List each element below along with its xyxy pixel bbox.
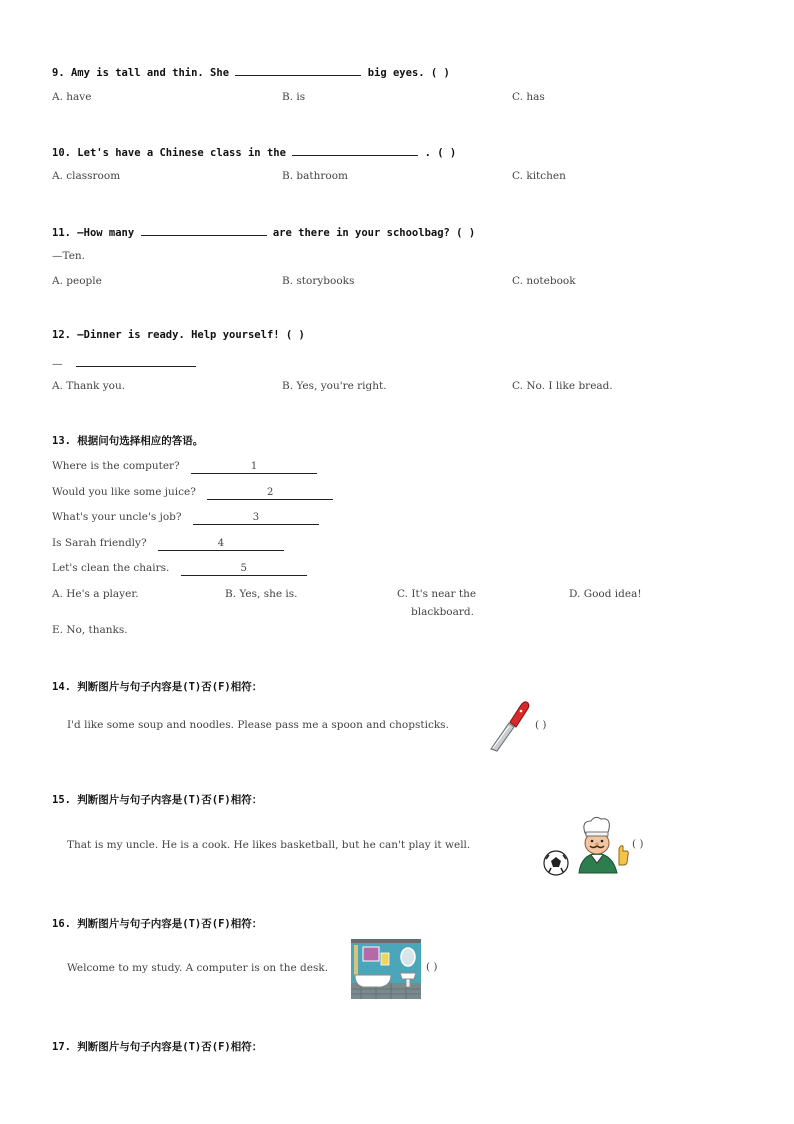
question-number: 10. bbox=[52, 147, 71, 159]
knife-image bbox=[487, 699, 531, 753]
match-blank[interactable]: 2 bbox=[207, 487, 333, 500]
option-b[interactable]: B. is bbox=[282, 91, 306, 103]
question-15-title: 15. 判断图片与句子内容是(T)否(F)相符： bbox=[52, 794, 263, 806]
option-c[interactable]: C. notebook bbox=[512, 275, 576, 287]
option-a[interactable]: A. Thank you. bbox=[52, 380, 126, 392]
question-text: —Dinner is ready. Help yourself! ( ) bbox=[77, 329, 305, 341]
option-a[interactable]: A. have bbox=[52, 91, 92, 103]
answer-blank[interactable] bbox=[235, 64, 361, 76]
bathroom-image bbox=[351, 939, 421, 999]
question-17-title: 17. 判断图片与句子内容是(T)否(F)相符： bbox=[52, 1041, 263, 1053]
chef-icon bbox=[541, 815, 631, 877]
answer-paren[interactable]: ( ) bbox=[426, 961, 438, 973]
question-16-title: 16. 判断图片与句子内容是(T)否(F)相符： bbox=[52, 918, 263, 930]
judge-sentence: I'd like some soup and noodles. Please pass me a spoon and chopsticks. bbox=[67, 719, 449, 731]
answer-c-continued: blackboard. bbox=[411, 606, 474, 618]
match-question-4 bbox=[52, 537, 284, 551]
answer-paren[interactable]: ( ) bbox=[535, 719, 547, 731]
match-question-text: Where is the computer? bbox=[52, 460, 180, 472]
option-c[interactable]: C. has bbox=[512, 91, 545, 103]
question-11 bbox=[52, 224, 475, 239]
match-question-1 bbox=[52, 460, 317, 474]
option-a[interactable]: A. classroom bbox=[52, 170, 121, 182]
match-blank[interactable]: 1 bbox=[191, 461, 317, 474]
option-c[interactable]: C. No. I like bread. bbox=[512, 380, 613, 392]
question-13-title: 13. 根据问句选择相应的答语。 bbox=[52, 435, 204, 447]
match-question-2 bbox=[52, 486, 333, 500]
option-b[interactable]: B. storybooks bbox=[282, 275, 355, 287]
judge-sentence: That is my uncle. He is a cook. He likes basketball, but he can't play it well. bbox=[67, 839, 471, 851]
match-question-text: Would you like some juice? bbox=[52, 486, 196, 498]
question-10 bbox=[52, 144, 456, 159]
match-question-text: Is Sarah friendly? bbox=[52, 537, 147, 549]
question-text-end: . ( ) bbox=[424, 147, 457, 159]
bathroom-icon bbox=[351, 939, 421, 999]
match-blank[interactable]: 5 bbox=[181, 563, 307, 576]
question-9 bbox=[52, 64, 450, 79]
chef-with-ball-image bbox=[541, 815, 631, 877]
match-question-3 bbox=[52, 511, 319, 525]
question-14-title: 14. 判断图片与句子内容是(T)否(F)相符： bbox=[52, 681, 263, 693]
question-number: 9. bbox=[52, 67, 65, 79]
match-blank[interactable]: 4 bbox=[158, 538, 284, 551]
answer-paren[interactable]: ( ) bbox=[632, 838, 644, 850]
question-number: 11. bbox=[52, 227, 71, 239]
answer-b[interactable]: B. Yes, she is. bbox=[225, 588, 298, 600]
question-text-end: big eyes. ( ) bbox=[367, 67, 450, 79]
dialogue-reply: —Ten. bbox=[52, 250, 86, 262]
match-question-text: What's your uncle's job? bbox=[52, 511, 182, 523]
answer-d[interactable]: D. Good idea! bbox=[569, 588, 642, 600]
reply-dash: — bbox=[52, 358, 63, 370]
match-question-5 bbox=[52, 562, 307, 576]
knife-icon bbox=[487, 699, 531, 753]
match-question-text: Let's clean the chairs. bbox=[52, 562, 170, 574]
answer-blank[interactable] bbox=[141, 224, 267, 236]
question-text: Amy is tall and thin. She bbox=[70, 67, 230, 79]
option-b[interactable]: B. Yes, you're right. bbox=[282, 380, 387, 392]
question-text: —How many bbox=[77, 227, 135, 239]
answer-a[interactable]: A. He's a player. bbox=[52, 588, 139, 600]
option-b[interactable]: B. bathroom bbox=[282, 170, 348, 182]
answer-c[interactable]: C. It's near the bbox=[397, 588, 477, 600]
question-number: 12. bbox=[52, 329, 71, 341]
question-text: Let's have a Chinese class in the bbox=[77, 147, 286, 159]
option-a[interactable]: A. people bbox=[52, 275, 102, 287]
answer-blank[interactable] bbox=[76, 355, 196, 367]
dialogue-reply bbox=[52, 355, 196, 370]
answer-e[interactable]: E. No, thanks. bbox=[52, 624, 128, 636]
question-text-end: are there in your schoolbag? ( ) bbox=[272, 227, 476, 239]
judge-sentence: Welcome to my study. A computer is on the desk. bbox=[67, 962, 329, 974]
answer-blank[interactable] bbox=[292, 144, 418, 156]
soccer-ball-icon bbox=[544, 851, 568, 875]
question-12 bbox=[52, 329, 305, 341]
option-c[interactable]: C. kitchen bbox=[512, 170, 566, 182]
match-blank[interactable]: 3 bbox=[193, 512, 319, 525]
